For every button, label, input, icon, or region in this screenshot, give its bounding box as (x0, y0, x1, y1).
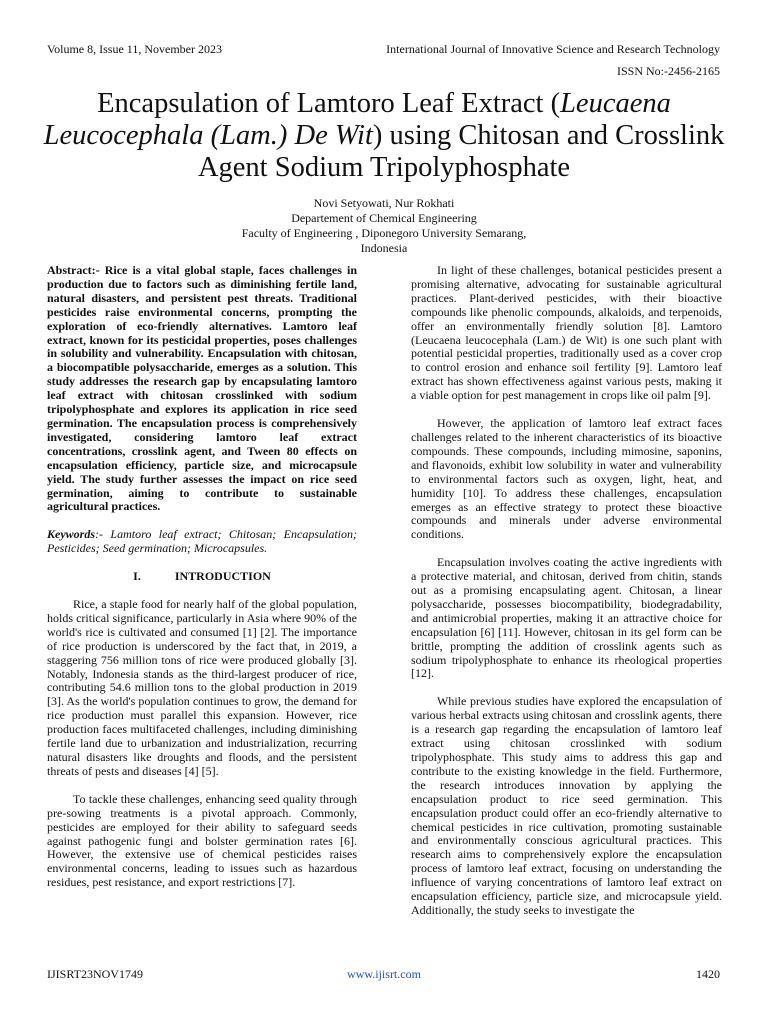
keywords-text: :- Lamtoro leaf extract; Chitosan; Encapsulation; Pesticides; Seed germination; Microcapsules. (47, 527, 357, 556)
section-heading (47, 570, 357, 584)
paragraph: In light of these challenges, botanical pesticides present a promising alternative, advocating for sustainable agricultural practices. Plant-derived pesticides, with their bioactive compounds like phenolic compounds, alkaloids, and terpenoids, offer an environmentally friendly solution [8]. Lamtoro (Leucaena leucocephala (Lam.) de Wit) is one such plant with potential pesticidal properties, traditionally used as a cover crop to control erosion and enhance soil fertility [9]. Lamtoro leaf extract has shown effectiveness against various pests, making it a viable option for pest management in crops like oil palm [9]. (411, 263, 722, 403)
issn: ISSN No:-2456-2165 (616, 64, 720, 78)
abstract: Abstract:- Rice is a vital global staple, faces challenges in production due to factors such as diminishing fertile land, natural disasters, and persistent pest threats. Traditional pesticides raise environmental concerns, prompting the exploration of eco-friendly alternatives. Lamtoro leaf extract, known for its pesticidal properties, poses challenges in solubility and vulnerability. Encapsulation with chitosan, a biocompatible polysaccharide, emerges as a solution. This study addresses the research gap by encapsulating lamtoro leaf extract with chitosan crosslinked with sodium tripolyphosphate and explores its application in rice seed germination. The encapsulation process is comprehensively investigated, considering lamtoro leaf extract concentrations, crosslink agent, and Tween 80 effects on encapsulation efficiency, particle size, and microcapsule yield. The study further assesses the impact on rice seed germination, aiming to contribute to sustainable agricultural practices. (47, 263, 357, 514)
journal-name: International Journal of Innovative Science and Research Technology (386, 42, 720, 56)
keywords-label: Keywords (47, 527, 95, 542)
paragraph: Rice, a staple food for nearly half of the global population, holds critical significance, particularly in Asia where 90% of the world's rice is cultivated and consumed [1] [2]. The importance of rice production is underscored by the fact that, in 2019, a staggering 756 million tons of rice were produced globally [3]. Notably, Indonesia stands as the third-largest producer of rice, contributing 54.6 million tons to the global production in 2019 [3]. As the world's population continues to grow, the demand for rice production must parallel this expansion. However, rice production faces multifaceted challenges, including diminishing fertile land due to urbanization and industrialization, recurring natural disasters like droughts and floods, and the persistent threats of pests and diseases [4] [5]. (47, 597, 357, 778)
author-block (0, 196, 768, 256)
paragraph: However, the application of lamtoro leaf extract faces challenges related to the inherent characteristics of its bioactive compounds. These compounds, including mimosine, saponins, and flavonoids, exhibit low solubility in water and vulnerability to environmental factors such as oxygen, light, heat, and humidity [10]. To address these challenges, encapsulation emerges as an effective strategy to protect these bioactive compounds and minerals under adverse environmental conditions. (411, 416, 722, 542)
title-part2: ) using Chitosan and Crosslink Agent Sodium Tripolyphosphate (197, 120, 725, 183)
author-department: Departement of Chemical Engineering (291, 211, 477, 225)
paragraph: Encapsulation involves coating the active ingredients with a protective material, and chitosan, derived from chitin, stands out as a promising encapsulating agent. Chitosan, a linear polysaccharide, possesses biocompatibility, biodegradability, and antimicrobial properties, making it an attractive choice for encapsulation [6] [11]. However, chitosan in its gel form can be brittle, prompting the addition of crosslink agents such as sodium tripolyphosphate to enhance its rheological properties [12]. (411, 555, 722, 681)
author-country: Indonesia (360, 241, 408, 255)
paragraph: To tackle these challenges, enhancing seed quality through pre-sowing treatments is a pivotal approach. Commonly, pesticides are employed for their ability to safeguard seeds against pathogenic fungi and bolster germination rates [6]. However, the extensive use of chemical pesticides raises environmental concerns, leading to issues such as hazardous residues, pest resistance, and export restrictions [7]. (47, 791, 357, 890)
paragraph: While previous studies have explored the encapsulation of various herbal extracts using chitosan and crosslink agents, there is a research gap regarding the encapsulation of lamtoro leaf extract using chitosan crosslinked with sodium tripolyphosphate. This study aims to address this gap and contribute to the existing knowledge in the field. Furthermore, the research introduces innovation by applying the encapsulation product to rice seed germination. This encapsulation product could offer an eco-friendly alternative to chemical pesticides in rice cultivation, promoting sustainable and environmentally conscious agricultural practices. This research aims to comprehensively explore the encapsulation process of lamtoro leaf extract, focusing on understanding the influence of varying concentrations of lamtoro leaf extract on encapsulation efficiency, particle size, and microcapsule yield. Additionally, the study seeks to investigate the (411, 694, 722, 917)
paper-id: IJISRT23NOV1749 (47, 967, 143, 981)
author-faculty: Faculty of Engineering , Diponegoro University Semarang, (241, 226, 527, 240)
journal-website-link[interactable]: www.ijisrt.com (347, 967, 421, 981)
paper-title (40, 88, 728, 184)
page-number: 1420 (696, 967, 720, 981)
title-species: Leucaena Leucocephala (Lam.) De Wit (43, 88, 671, 151)
title-part1: Encapsulation of Lamtoro Leaf Extract ( (97, 88, 561, 119)
right-column (411, 264, 722, 918)
volume-info: Volume 8, Issue 11, November 2023 (47, 42, 222, 56)
author-names: Novi Setyowati, Nur Rokhati (313, 196, 455, 210)
section-number: I. (133, 569, 141, 584)
keywords (47, 528, 357, 556)
section-title: INTRODUCTION (174, 569, 271, 584)
left-column (47, 264, 357, 890)
